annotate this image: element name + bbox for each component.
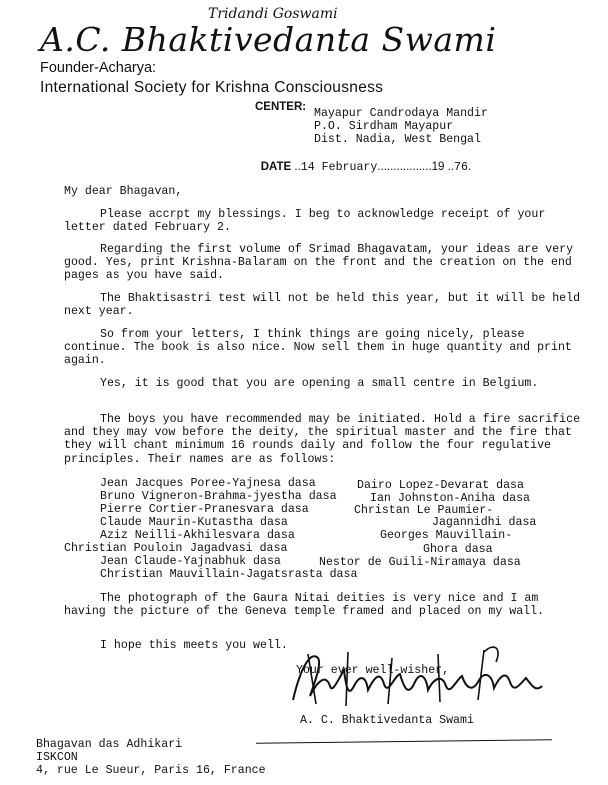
- center-line: P.O. Sirdham Mayapur: [314, 120, 454, 133]
- initiate-name: Nestor de Guili-Niramaya dasa: [319, 556, 521, 569]
- initiate-name: Georges Mauvillain-: [380, 529, 513, 542]
- center-label: CENTER:: [255, 101, 307, 113]
- letterhead-society: International Society for Krishna Consciousness: [40, 79, 384, 96]
- paragraph: So from your letters, I think things are going nicely, please continue. The book is also nice. Now sell them in huge quantity and print again.: [64, 328, 572, 368]
- initiate-name: Ghora dasa: [423, 543, 493, 556]
- initiate-name: Ian Johnston-Aniha dasa: [370, 492, 531, 505]
- signature-image: [288, 640, 548, 712]
- paragraph: The boys you have recommended may be initiated. Hold a fire sacrifice and they may vow before the deity, the spiritual master and the fire that they will chant minimum 16 rounds daily and follow the four regulative principles. Their names are as follows:: [64, 413, 581, 466]
- handwritten-stroke: [256, 739, 552, 744]
- paragraph: Yes, it is good that you are opening a small centre in Belgium.: [100, 377, 539, 390]
- salutation: My dear Bhagavan,: [64, 185, 183, 198]
- center-line: Dist. Nadia, West Bengal: [314, 133, 481, 146]
- closing-line: I hope this meets you well.: [100, 639, 288, 652]
- date-value: 14 February: [300, 161, 378, 174]
- date-line: DATE ..14 February.................19 ..76.: [260, 161, 472, 174]
- initiate-name: Aziz Neilli-Akhilesvara dasa: [100, 529, 295, 542]
- initiate-name: Christian Mauvillain-Jagatsrasta dasa: [100, 568, 358, 581]
- recipient-org: ISKCON: [36, 751, 78, 764]
- paragraph: Please accrpt my blessings. I beg to acknowledge receipt of your letter dated February 2.: [64, 208, 546, 235]
- signer-name: A. C. Bhaktivedanta Swami: [300, 714, 474, 727]
- center-line: Mayapur Candrodaya Mandir: [314, 107, 488, 120]
- letterhead-title: Tridandi Goswami: [208, 6, 338, 22]
- recipient-name: Bhagavan das Adhikari: [36, 738, 183, 751]
- letterhead-founder: Founder-Acharya:: [40, 60, 157, 76]
- initiate-name: Christan Le Paumier-: [354, 504, 494, 517]
- date-label: DATE: [260, 161, 292, 173]
- paragraph: Regarding the first volume of Srimad Bhagavatam, your ideas are very good. Yes, print Krishna-Balaram on the front and the creation on the end pages as you have said.: [64, 243, 574, 283]
- initiate-name: Dairo Lopez-Devarat dasa: [357, 479, 524, 492]
- initiate-name: Jagadvasi dasa: [190, 542, 288, 555]
- paragraph: The photograph of the Gaura Nitai deities is very nice and I am having the picture of the Geneva temple framed and placed on my wall.: [64, 592, 545, 619]
- initiate-name: Pierre Cortier-Pranesvara dasa: [100, 503, 309, 516]
- initiate-name: Jagannidhi dasa: [432, 516, 537, 529]
- initiate-name: Jean Claude-Yajnabhuk dasa: [100, 555, 281, 568]
- sign-off: Your ever well-wisher,: [296, 664, 450, 677]
- initiate-name: Bruno Vigneron-Brahma-jyestha dasa: [100, 490, 337, 503]
- initiate-name: Christian Pouloin: [64, 542, 183, 555]
- initiate-name: Claude Maurin-Kutastha dasa: [100, 516, 288, 529]
- year-value: 76: [454, 161, 468, 174]
- initiate-name: Jean Jacques Poree-Yajnesa dasa: [100, 477, 316, 490]
- year-prefix: 19: [431, 161, 445, 173]
- letterhead-name: A.C. Bhaktivedanta Swami: [40, 20, 497, 59]
- paragraph: The Bhaktisastri test will not be held this year, but it will be held next year.: [64, 292, 581, 319]
- recipient-address: 4, rue Le Sueur, Paris 16, France: [36, 764, 266, 777]
